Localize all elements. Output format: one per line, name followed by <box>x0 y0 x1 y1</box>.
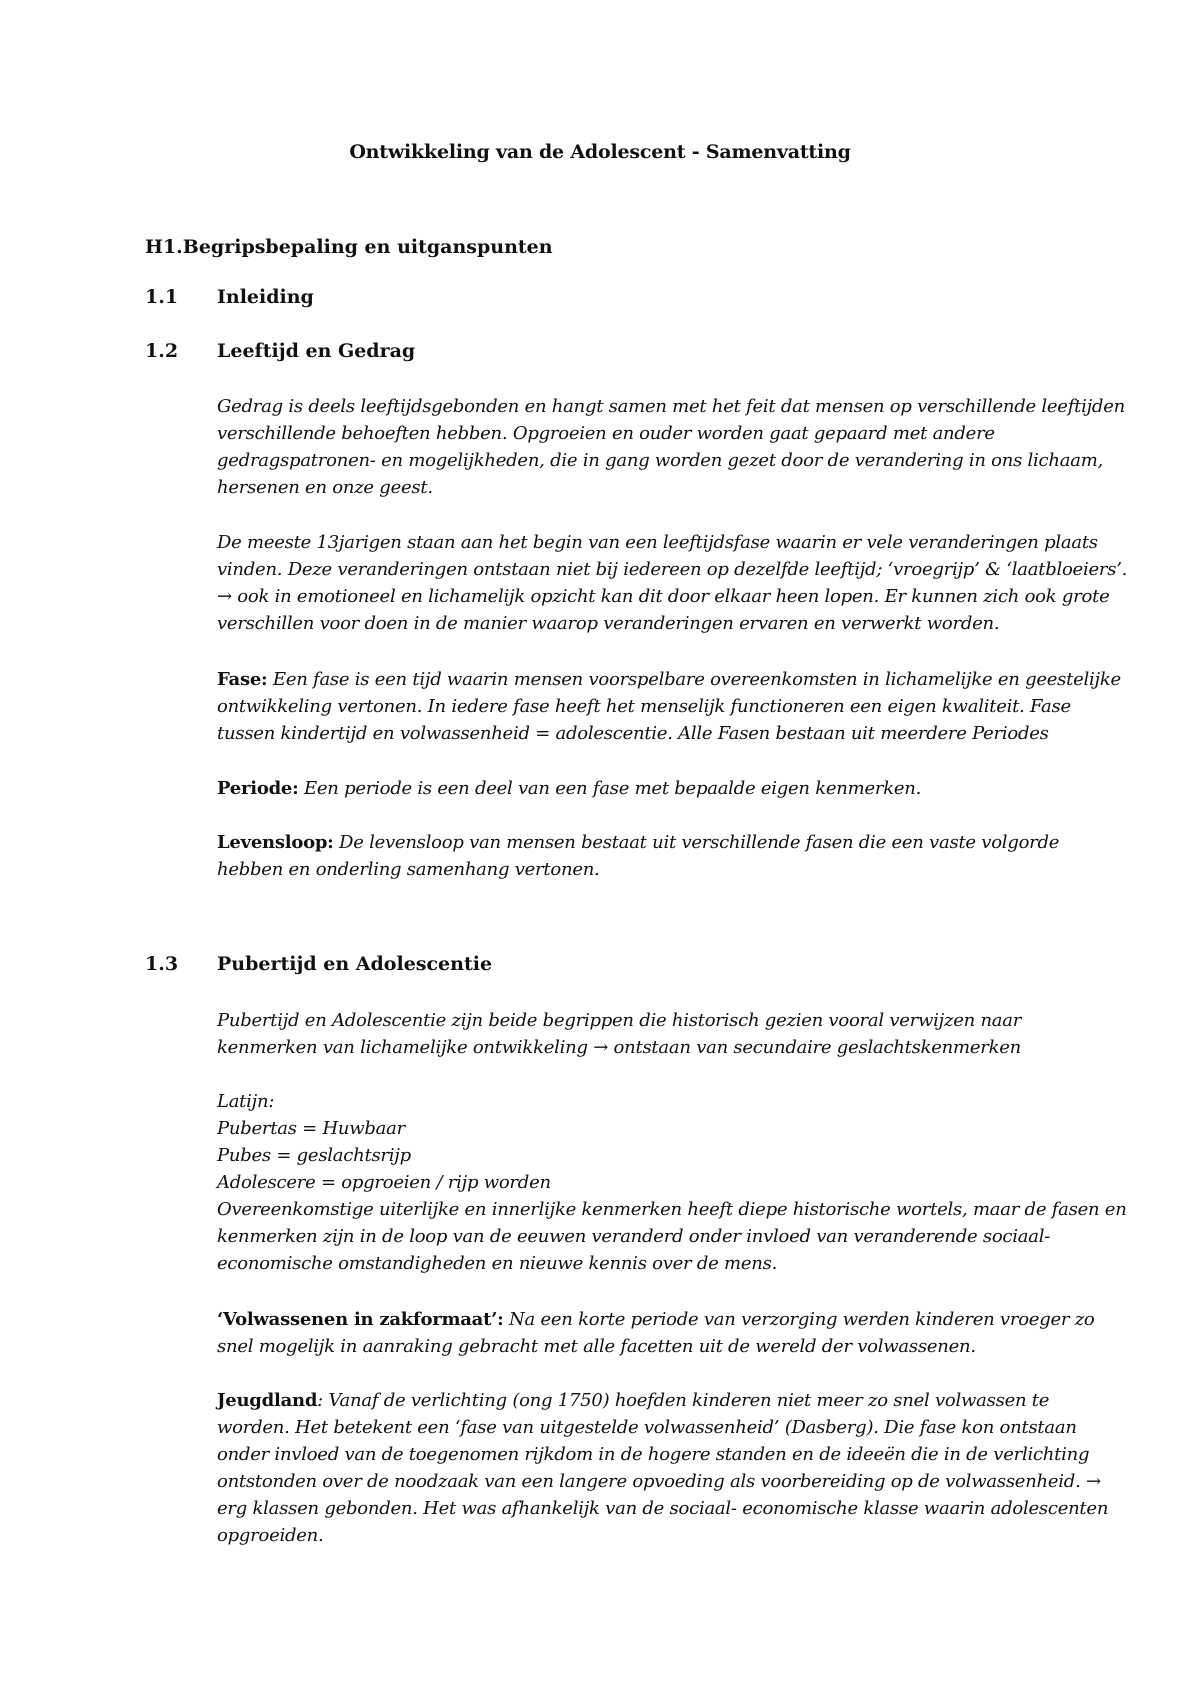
text-line: De meeste 13jarigen staan aan het begin van een leeftijdsfase waarin er vele veranderingen plaats <box>217 532 1098 553</box>
text-line: onder invloed van de toegenomen rijkdom in de hogere standen en de ideeën die in de verlichting <box>217 1444 1090 1465</box>
definition-term: ‘Volwassenen in zakformaat’: <box>217 1309 504 1330</box>
text-line: opgroeiden. <box>217 1525 324 1546</box>
section-heading-1-2 <box>145 340 415 362</box>
definition-periode <box>217 775 1077 802</box>
text-line: kenmerken van lichamelijke ontwikkeling → ontstaan van secundaire geslachtskenmerken <box>217 1037 1021 1058</box>
text-line: Pubes = geslachtsrijp <box>217 1145 411 1166</box>
text-line: hebben en onderling samenhang vertonen. <box>217 859 600 880</box>
text-line: Latijn: <box>217 1091 275 1112</box>
text-line: Adolescere = opgroeien / rijp worden <box>217 1172 551 1193</box>
paragraph-13jarigen <box>217 529 1128 637</box>
text-line: ontwikkeling vertonen. In iedere fase heeft het menselijk functioneren een eigen kwaliteit. Fase <box>217 696 1071 717</box>
definition-term: Fase: <box>217 669 268 690</box>
section-title: Inleiding <box>217 286 314 308</box>
definition-jeugdland <box>217 1387 1109 1549</box>
definition-term: Jeugdland <box>217 1390 318 1411</box>
text-line: gedragspatronen- en mogelijkheden, die in gang worden gezet door de verandering in ons lichaam, <box>217 450 1103 471</box>
definition-volwassenen-in-zakformaat <box>217 1306 1095 1360</box>
definition-text: Een periode is een deel van een fase met bepaalde eigen kenmerken. <box>298 778 922 799</box>
definition-text: Na een korte periode van verzorging werden kinderen vroeger zo <box>503 1309 1095 1330</box>
text-line: → ook in emotioneel en lichamelijk opzicht kan dit door elkaar heen lopen. Er kunnen zich ook grote <box>217 586 1110 607</box>
text-line: verschillende behoeften hebben. Opgroeien en ouder worden gaat gepaard met andere <box>217 423 995 444</box>
paragraph-gedrag <box>217 393 1125 501</box>
text-line: vinden. Deze veranderingen ontstaan niet bij iedereen op dezelfde leeftijd; ‘vroegrijp’ & ‘laatbloeiers’. <box>217 559 1128 580</box>
section-title: Pubertijd en Adolescentie <box>217 953 493 975</box>
definition-levensloop <box>217 829 1077 883</box>
section-heading-1-1 <box>145 286 314 308</box>
text-line: hersenen en onze geest. <box>217 477 433 498</box>
text-line: tussen kindertijd en volwassenheid = adolescentie. Alle Fasen bestaan uit meerdere Periodes <box>217 723 1049 744</box>
definition-text: De levensloop van mensen bestaat uit verschillende fasen die een vaste volgorde <box>333 832 1060 853</box>
paragraph-latijn <box>217 1088 1127 1277</box>
text-line: kenmerken zijn in de loop van de eeuwen veranderd onder invloed van veranderende sociaal- <box>217 1226 1051 1247</box>
text-line: Pubertijd en Adolescentie zijn beide begrippen die historisch gezien vooral verwijzen naar <box>217 1010 1022 1031</box>
section-heading-1-3 <box>145 953 492 975</box>
chapter-heading: H1.Begripsbepaling en uitganspunten <box>145 236 553 258</box>
text-line: economische omstandigheden en nieuwe kennis over de mens. <box>217 1253 778 1274</box>
text-line: verschillen voor doen in de manier waarop veranderingen ervaren en verwerkt worden. <box>217 613 1000 634</box>
definition-term: Periode: <box>217 778 299 799</box>
definition-text: Een fase is een tijd waarin mensen voorspelbare overeenkomsten in lichamelijke en geestelijke <box>267 669 1121 690</box>
section-number: 1.1 <box>145 286 179 308</box>
definition-text: : Vanaf de verlichting (ong 1750) hoefden kinderen niet meer zo snel volwassen te <box>317 1390 1050 1411</box>
text-line: Overeenkomstige uiterlijke en innerlijke kenmerken heeft diepe historische wortels, maar de fasen en <box>217 1199 1127 1220</box>
definition-fase <box>217 666 1121 747</box>
paragraph-pubertijd <box>217 1007 1077 1061</box>
section-title: Leeftijd en Gedrag <box>217 340 416 362</box>
text-line: erg klassen gebonden. Het was afhankelijk van de sociaal- economische klasse waarin adolescenten <box>217 1498 1109 1519</box>
section-number: 1.2 <box>145 340 179 362</box>
text-line: ontstonden over de noodzaak van een langere opvoeding als voorbereiding op de volwassenheid. → <box>217 1471 1101 1492</box>
text-line: Gedrag is deels leeftijdsgebonden en hangt samen met het feit dat mensen op verschillende leeftijden <box>217 396 1125 417</box>
definition-term: Levensloop: <box>217 832 334 853</box>
text-line: Pubertas = Huwbaar <box>217 1118 405 1139</box>
section-number: 1.3 <box>145 953 179 975</box>
text-line: snel mogelijk in aanraking gebracht met alle facetten uit de wereld der volwassenen. <box>217 1336 976 1357</box>
text-line: worden. Het betekent een ‘fase van uitgestelde volwassenheid’ (Dasberg). Die fase kon ontstaan <box>217 1417 1077 1438</box>
document-title: Ontwikkeling van de Adolescent - Samenvatting <box>349 141 851 163</box>
